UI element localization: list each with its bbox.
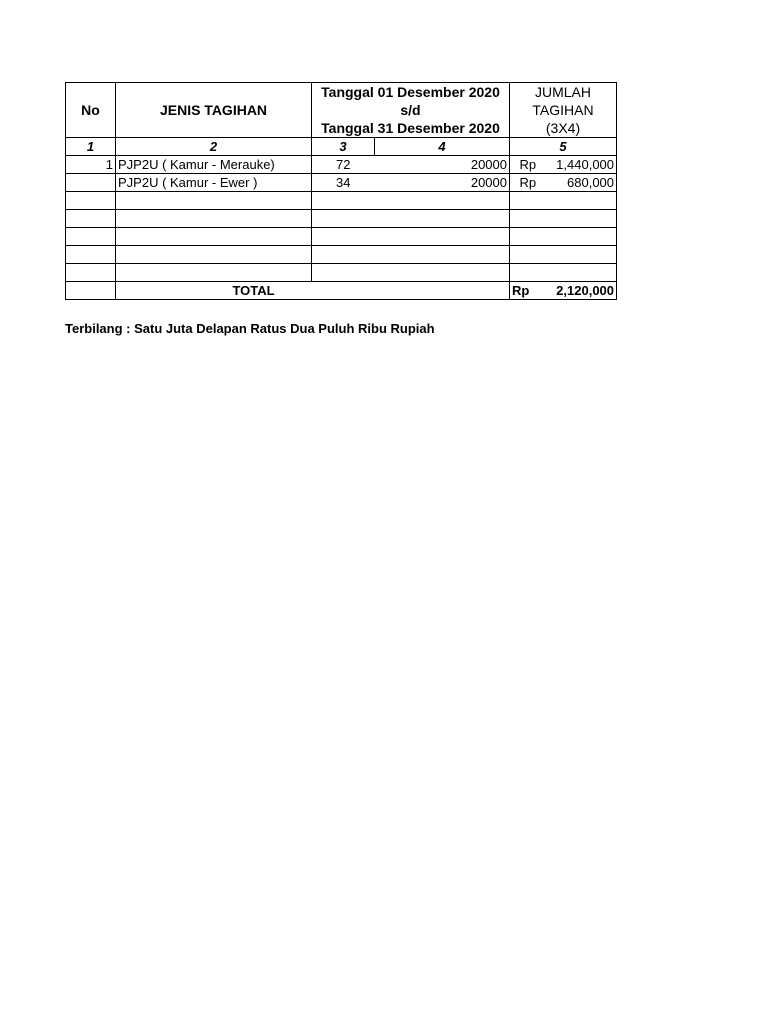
empty-row <box>66 246 617 264</box>
header-no: No <box>66 83 116 138</box>
row-no <box>66 174 116 192</box>
header-jenis-tagihan: JENIS TAGIHAN <box>116 83 312 138</box>
header-jumlah-line2: TAGIHAN <box>532 102 594 118</box>
empty-row <box>66 264 617 282</box>
total-currency: Rp <box>510 282 546 300</box>
header-tanggal <box>312 83 510 138</box>
empty-row <box>66 210 617 228</box>
row-qty: 34 <box>312 174 375 192</box>
row-currency: Rp <box>510 174 546 192</box>
total-row <box>66 282 617 300</box>
table-row <box>66 174 617 192</box>
empty-row <box>66 228 617 246</box>
column-number: 3 <box>312 138 375 156</box>
billing-table <box>65 82 617 300</box>
row-no: 1 <box>66 156 116 174</box>
table-row <box>66 156 617 174</box>
column-number: 1 <box>66 138 116 156</box>
table-header-row <box>66 83 617 138</box>
header-tanggal-line2: s/d <box>400 102 421 118</box>
row-currency: Rp <box>510 156 546 174</box>
total-amount: 2,120,000 <box>546 282 617 300</box>
header-jumlah-line3: (3X4) <box>545 120 581 136</box>
empty-row <box>66 192 617 210</box>
header-jumlah-line1: JUMLAH <box>535 84 592 100</box>
header-jumlah-tagihan <box>510 83 617 138</box>
column-number-row <box>66 138 617 156</box>
row-qty: 72 <box>312 156 375 174</box>
column-number: 4 <box>375 138 510 156</box>
row-rate: 20000 <box>375 174 510 192</box>
row-amount: 680,000 <box>546 174 617 192</box>
column-number: 5 <box>510 138 617 156</box>
row-jenis: PJP2U ( Kamur - Merauke) <box>116 156 312 174</box>
terbilang-text: Terbilang : Satu Juta Delapan Ratus Dua Puluh Ribu Rupiah <box>65 321 435 336</box>
row-rate: 20000 <box>375 156 510 174</box>
row-jenis: PJP2U ( Kamur - Ewer ) <box>116 174 312 192</box>
header-tanggal-line3: Tanggal 31 Desember 2020 <box>321 120 500 136</box>
header-tanggal-line1: Tanggal 01 Desember 2020 <box>321 84 500 100</box>
column-number: 2 <box>116 138 312 156</box>
total-label: TOTAL <box>116 282 510 300</box>
row-amount: 1,440,000 <box>546 156 617 174</box>
